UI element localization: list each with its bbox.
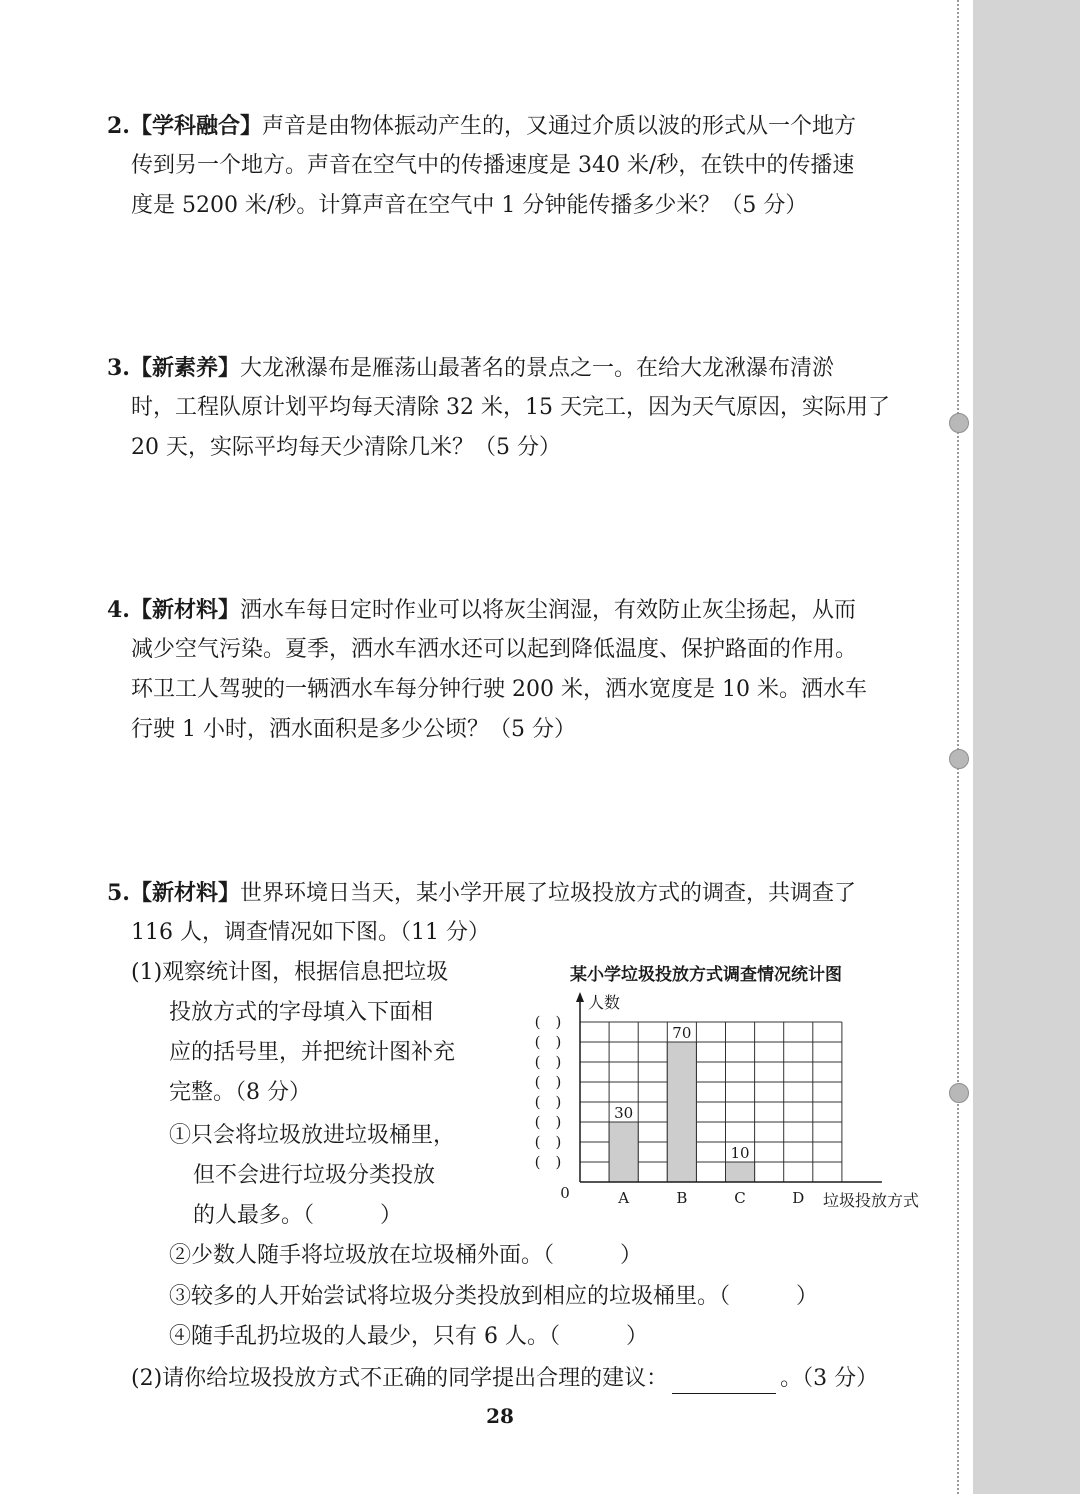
- q5-item4: ④随手乱扔垃圾的人最少，只有 6 人。（ ）: [169, 1324, 648, 1349]
- q5-part2-score: 。（3 分）: [780, 1366, 879, 1391]
- q5-item3: ③较多的人开始尝试将垃圾分类投放到相应的垃圾桶里。（ ）: [169, 1284, 819, 1309]
- bar-A: [609, 1122, 638, 1182]
- q5-item2: ②少数人随手将垃圾放在垃圾桶外面。（ ）: [169, 1243, 643, 1268]
- q5-text: 世界环境日当天，某小学开展了垃圾投放方式的调查，共调查了: [239, 881, 856, 906]
- q4-line-3: 环卫工人驾驶的一辆洒水车每分钟行驶 200 米，洒水宽度是 10 米。洒水车: [131, 677, 867, 702]
- q2-line-3: 度是 5200 米/秒。计算声音在空气中 1 分钟能传播多少米？（5 分）: [131, 193, 808, 218]
- q3-text: 大龙湫瀑布是雁荡山最著名的景点之一。在给大龙湫瀑布清淤: [239, 356, 834, 381]
- q4-text: 洒水车每日定时作业可以将灰尘润湿，有效防止灰尘扬起，从而: [239, 598, 856, 623]
- q5-line-2: 116 人，调查情况如下图。（11 分）: [131, 920, 490, 945]
- q5-part2-text: (2)请你给垃圾投放方式不正确的同学提出合理的建议：: [131, 1366, 669, 1391]
- q4-number: 4.: [107, 597, 130, 623]
- y-axis-arrow-icon: [576, 992, 584, 1002]
- x-tick-label-C: C: [734, 1189, 746, 1207]
- q3-tag: 【新素养】: [129, 355, 240, 381]
- q5-part1-line-4: 完整。（8 分）: [169, 1080, 311, 1105]
- q3-line-3: 20 天，实际平均每天少清除几米？（5 分）: [131, 435, 561, 460]
- y-tick-label-blank: ( ): [534, 1053, 562, 1071]
- y-tick-label-blank: ( ): [534, 1093, 562, 1111]
- q2-tag: 【学科融合】: [129, 113, 262, 139]
- y-axis-label: 人数: [588, 993, 621, 1012]
- y-tick-label-blank: ( ): [534, 1113, 562, 1131]
- q5-item1-line-1: ①只会将垃圾放进垃圾桶里，: [169, 1123, 456, 1148]
- q4-line-2: 减少空气污染。夏季，洒水车洒水还可以起到降低温度、保护路面的作用。: [131, 637, 858, 662]
- data-label-B: 70: [672, 1024, 692, 1042]
- bar-C: [726, 1162, 755, 1182]
- bar-B: [667, 1042, 696, 1182]
- q5-part1-line-2: 投放方式的字母填入下面相: [169, 1000, 434, 1025]
- y-tick-label-blank: ( ): [534, 1013, 562, 1031]
- y-tick-label-blank: ( ): [534, 1133, 562, 1151]
- y-tick-label-blank: ( ): [534, 1073, 562, 1091]
- q5-number: 5.: [107, 880, 130, 906]
- q5-part1-line-3: 应的括号里，并把统计图补充: [169, 1040, 456, 1065]
- x-tick-label-B: B: [676, 1189, 688, 1207]
- q3-line-2: 时，工程队原计划平均每天清除 32 米，15 天完工，因为天气原因，实际用了: [131, 395, 890, 420]
- q5-item1-line-3: 的人最多。（ ）: [193, 1203, 403, 1228]
- origin-label: 0: [560, 1184, 570, 1202]
- data-label-C: 10: [730, 1144, 750, 1162]
- q5-item1-line-2: 但不会进行垃圾分类投放: [193, 1163, 436, 1188]
- q5-tag: 【新材料】: [129, 880, 240, 906]
- page-number: 28: [486, 1404, 514, 1428]
- x-axis-label: 垃圾投放方式: [823, 1191, 920, 1210]
- y-tick-label-blank: ( ): [534, 1153, 562, 1171]
- data-label-A: 30: [614, 1104, 634, 1122]
- q4-line-4: 行驶 1 小时，洒水面积是多少公顷？（5 分）: [131, 717, 576, 742]
- y-tick-label-blank: ( ): [534, 1033, 562, 1051]
- q2-line-2: 传到另一个地方。声音在空气中的传播速度是 340 米/秒，在铁中的传播速: [131, 153, 855, 178]
- x-tick-label-D: D: [792, 1189, 805, 1207]
- q4-tag: 【新材料】: [129, 597, 240, 623]
- q5-part1-line-1: (1)观察统计图，根据信息把垃圾: [131, 960, 449, 985]
- q2-text: 声音是由物体振动产生的，又通过介质以波的形式从一个地方: [261, 114, 856, 139]
- chart-title: 某小学垃圾投放方式调查情况统计图: [570, 965, 842, 985]
- q2-number: 2.: [107, 113, 130, 139]
- q3-number: 3.: [107, 355, 130, 381]
- x-tick-label-A: A: [618, 1189, 630, 1207]
